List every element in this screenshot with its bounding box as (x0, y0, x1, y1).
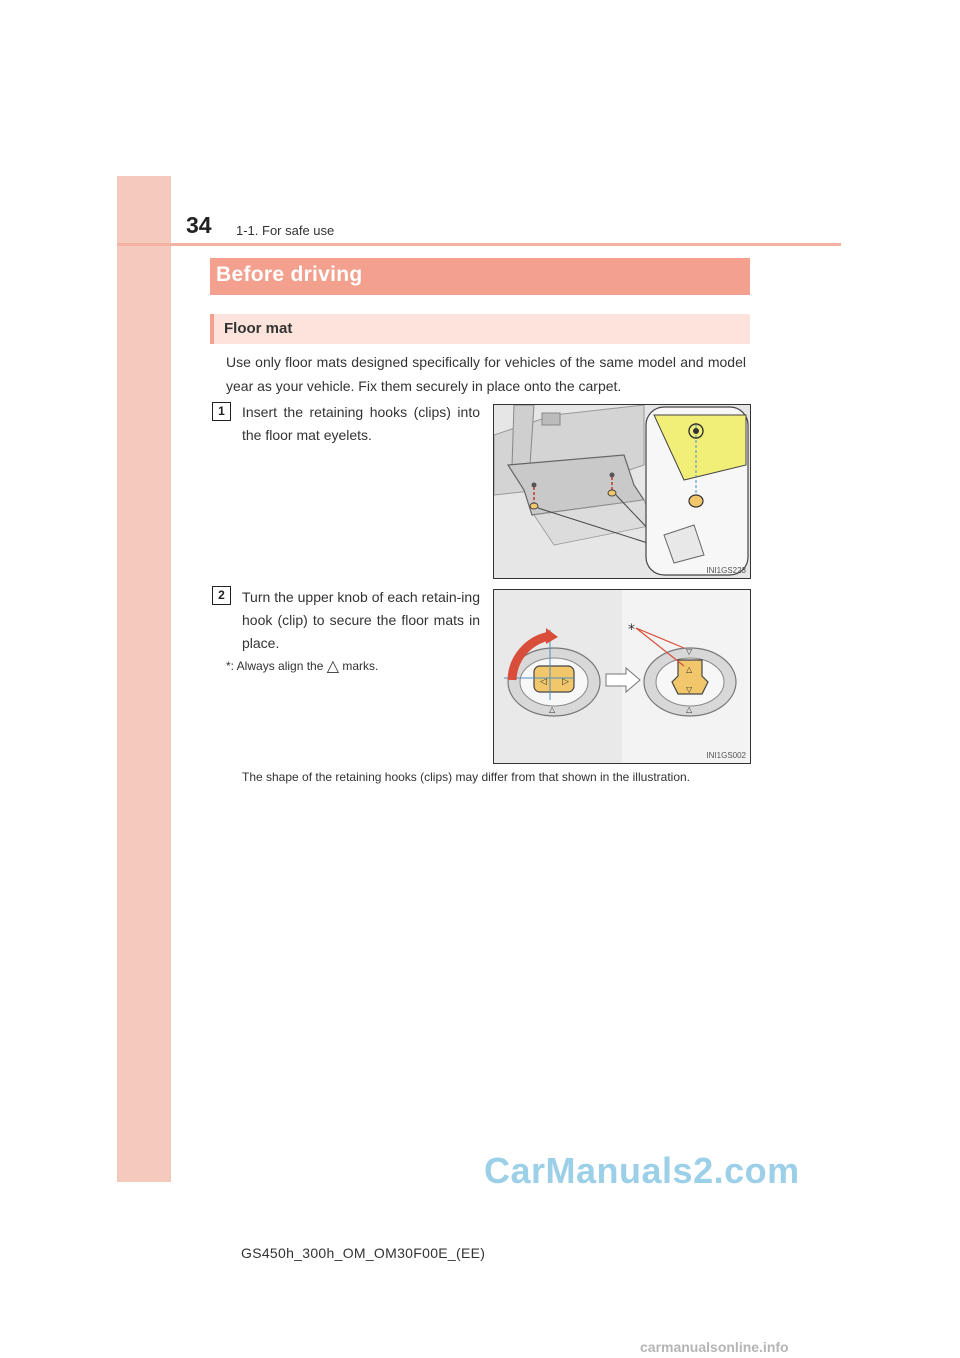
note-marker: * (226, 659, 231, 673)
section-title: Before driving (216, 263, 363, 286)
figure-hook-rotation (493, 589, 751, 764)
step-1-badge: 1 (212, 402, 231, 421)
step-2-badge: 2 (212, 586, 231, 605)
subsection-title: Floor mat (224, 320, 293, 337)
svg-text:◁: ◁ (540, 677, 547, 687)
illustration-caption: The shape of the retaining hooks (clips) may differ from that shown in the illustration. (242, 770, 691, 784)
svg-text:▷: ▷ (562, 677, 569, 687)
alignment-note (226, 656, 378, 676)
intro-paragraph: Use only floor mats designed specifically for vehicles of the same model and model year as your vehicle. Fix them securely in place onto the carpet. (226, 354, 746, 394)
note-suffix: marks. (342, 659, 379, 673)
running-title: 1-1. For safe use (236, 223, 335, 238)
svg-text:*: * (628, 622, 635, 638)
svg-text:▽: ▽ (686, 647, 693, 656)
svg-text:△: △ (686, 705, 693, 714)
step-1-text: Insert the retaining hooks (clips) into the floor mat eyelets. (242, 404, 480, 443)
triangle-mark-icon: △ (326, 658, 340, 675)
header-rule (117, 243, 841, 246)
figure-floor-mat-hooks (493, 404, 751, 579)
subsection-heading (210, 314, 750, 344)
svg-text:△: △ (686, 665, 693, 674)
subsection-accent (210, 314, 214, 344)
hook-rotation-illustration (494, 590, 750, 763)
footer-doc-code: GS450h_300h_OM_OM30F00E_(EE) (241, 1245, 486, 1261)
page-number: 34 (186, 212, 212, 238)
margin-band (117, 176, 171, 1182)
watermark-carmanualsonline: carmanualsonline.info (640, 1339, 789, 1355)
svg-text:△: △ (549, 705, 556, 714)
note-prefix: : Always align the (230, 659, 324, 673)
section-heading (210, 258, 750, 295)
figure-2-code: INI1GS002 (706, 751, 746, 760)
figure-1-code: INI1GS223 (706, 566, 746, 575)
watermark-carmanuals2: CarManuals2.com (484, 1150, 800, 1191)
svg-text:▽: ▽ (686, 685, 693, 694)
step-2-text: Turn the upper knob of each retain-ing hook (clip) to secure the floor mats in place. (242, 589, 480, 651)
floor-mat-illustration (494, 405, 750, 578)
